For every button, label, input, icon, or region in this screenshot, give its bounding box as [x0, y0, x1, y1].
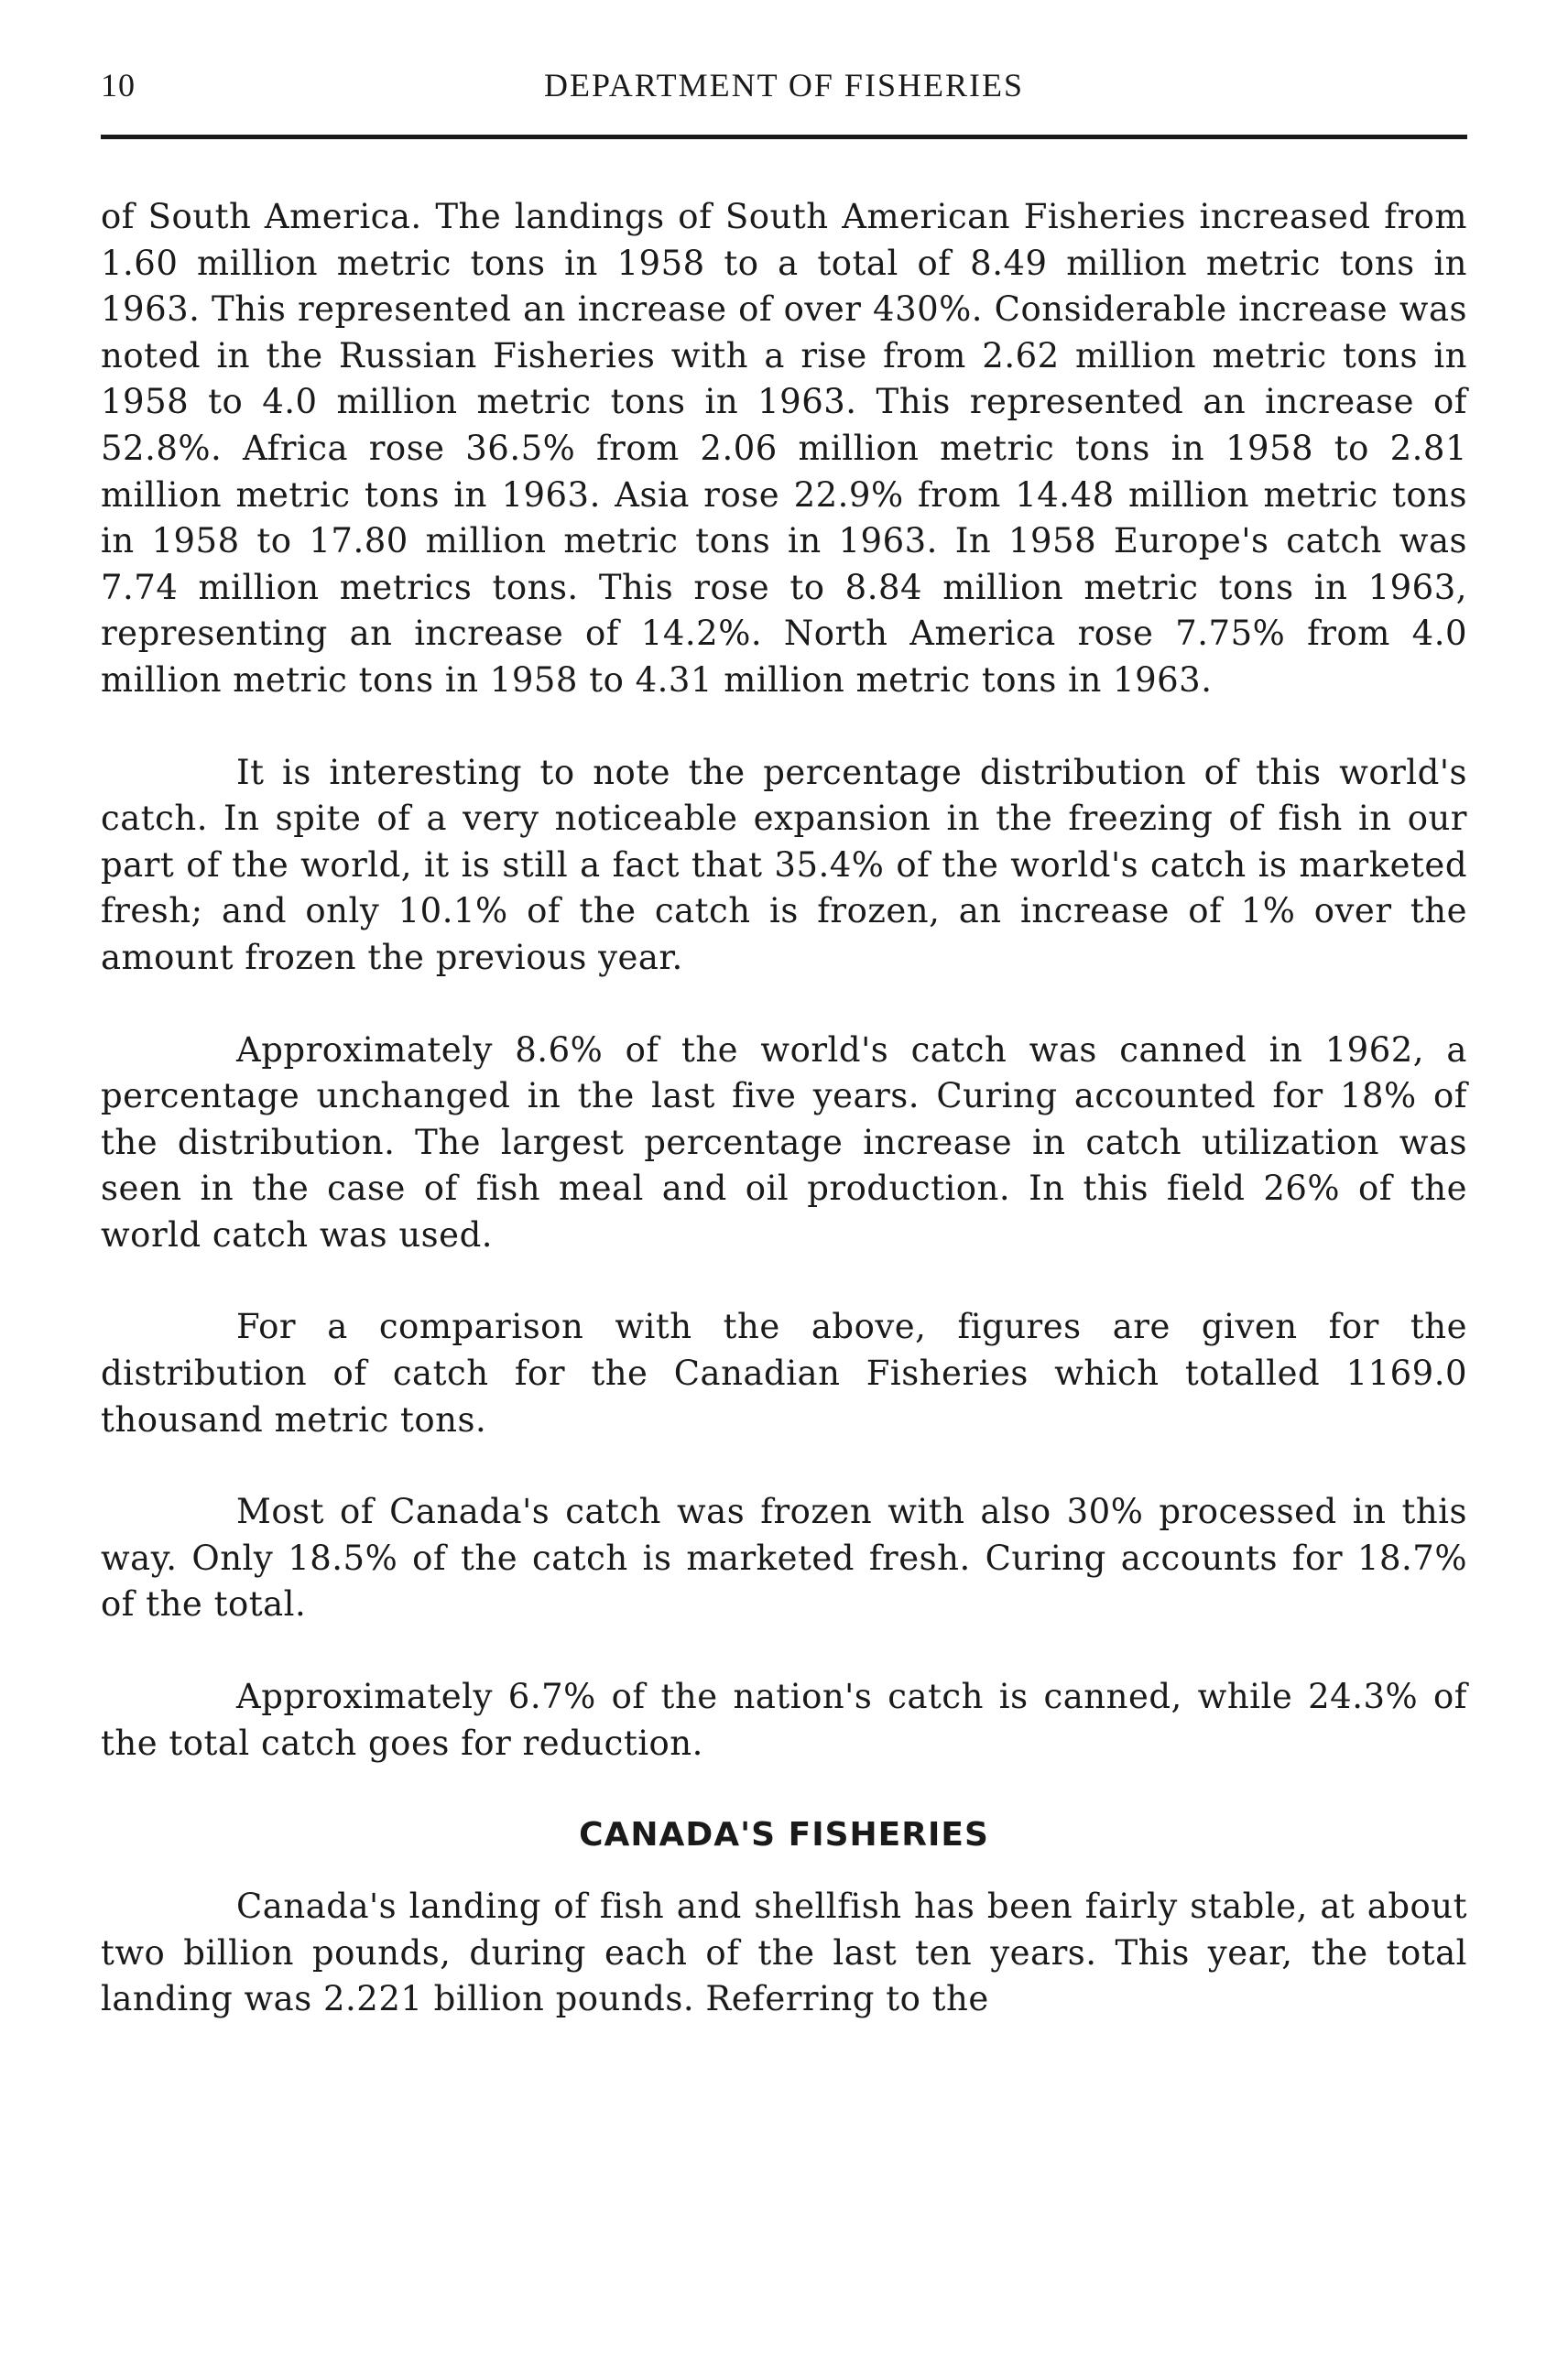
running-title: DEPARTMENT OF FISHERIES [544, 67, 1024, 103]
page-header [101, 66, 1467, 121]
paragraph-world-distribution: It is interesting to note the percentage distribution of this world's catch. In spite of a very noticeable expansion in the freezing of fish in our part of the world, it is still a fact that 35.4% of the world's catch is marketed fresh; and only 10.1% of the catch is frozen, an increase of 1% over the amount frozen the previous year. [101, 752, 1467, 977]
paragraph-canada-landings: Canada's landing of fish and shellfish has been fairly stable, at about two billion pounds, during each of the last ten years. This year, the total landing was 2.221 billion pounds. Referring to the [101, 1887, 1467, 2019]
paragraph-continued: of South America. The landings of South American Fisheries increased from 1.60 million metric tons in 1958 to a total of 8.49 million metric tons in 1963. This represented an increase of over 430%. Considerable increase was noted in the Russian Fisheries with a rise from 2.62 million metric tons in 1958 to 4.0 million metric tons in 1963. This represented an increase of 52.8%. Africa rose 36.5% from 2.06 million metric tons in 1958 to 2.81 million metric tons in 1963. Asia rose 22.9% from 14.48 million metric tons in 1958 to 17.80 million metric tons in 1963. In 1958 Europe's catch was 7.74 million metrics tons. This rose to 8.84 million metric tons in 1963, representing an increase of 14.2%. North America rose 7.75% from 4.0 million metric tons in 1958 to 4.31 million metric tons in 1963. [101, 197, 1467, 700]
paragraph-canning-curing: Approximately 8.6% of the world's catch was canned in 1962, a percentage unchanged in the last five years. Curing accounted for 18% of the distribution. The largest percentage increase in catch utilization was seen in the case of fish meal and oil production. In this field 26% of the world catch was used. [101, 1029, 1467, 1255]
header-rule [101, 135, 1467, 139]
paragraph-canada-frozen: Most of Canada's catch was frozen with also 30% processed in this way. Only 18.5% of the catch is marketed fresh. Curing accounts for 18.7% of the total. [101, 1492, 1467, 1625]
body-text [101, 194, 1467, 2023]
paragraph-canadian-comparison: For a comparison with the above, figures are given for the distribution of catch for the Canadian Fisheries which totalled 1169.0 thousand metric tons. [101, 1307, 1467, 1440]
section-heading: CANADA'S FISHERIES [579, 1816, 989, 1854]
page-number: 10 [101, 67, 136, 103]
paragraph-canada-canned: Approximately 6.7% of the nation's catch is canned, while 24.3% of the total catch goes for reduction. [101, 1677, 1467, 1763]
